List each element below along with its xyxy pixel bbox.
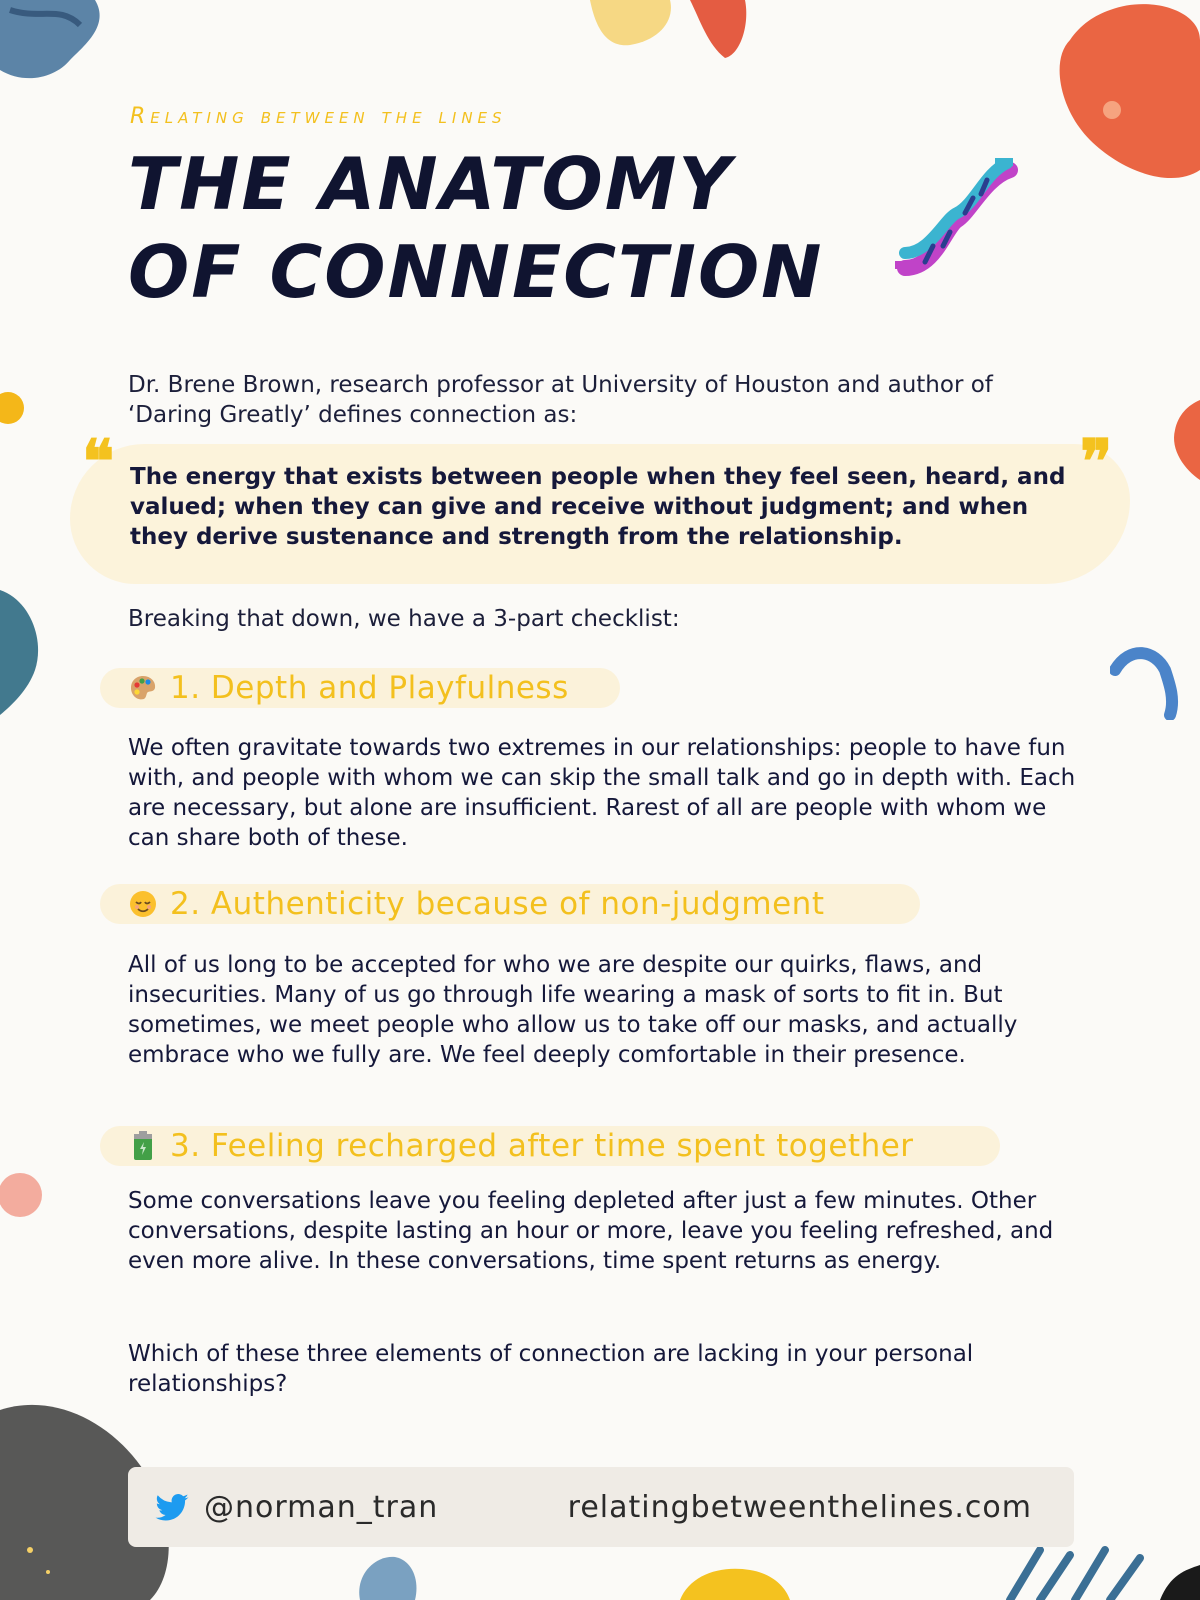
website-link[interactable]: relatingbetweenthelines.com xyxy=(567,1489,1032,1525)
yellow-red-paint-splash-top xyxy=(590,0,760,60)
blue-paint-splash-top-left xyxy=(0,0,120,90)
artist-palette-icon xyxy=(128,673,158,703)
title-line-1: THE ANATOMY xyxy=(128,142,733,226)
section-3-heading xyxy=(100,1122,914,1170)
section-1-body: We often gravitate towards two extremes in our relationships: people to have fun with, and people with whom we can skip the small talk and go in depth with. Each are necessary, but alone are insufficient. Rarest of all are people with whom we can share both of these. xyxy=(128,735,1076,851)
battery-icon xyxy=(128,1131,158,1161)
open-quote-icon: ❝ xyxy=(82,427,115,497)
title-line-2: OF CONNECTION xyxy=(128,230,824,314)
quote-block xyxy=(70,427,1130,590)
section-2-body: All of us long to be accepted for who we are despite our quirks, flaws, and insecurities. Many of us go through life wearing a mask of sorts to fit in. But sometimes, we meet people who allow us to take off our masks, and actually embrace who we fully are. We feel deeply comfortable in their presence. xyxy=(128,952,1018,1068)
blue-brush-strokes-bottom-right xyxy=(1000,1540,1200,1600)
twitter-bird-icon[interactable] xyxy=(154,1489,190,1525)
red-splash-right xyxy=(1160,400,1200,480)
blue-brush-stroke-right xyxy=(1110,640,1190,720)
page-title xyxy=(128,140,823,316)
red-paint-splash-top-right xyxy=(1050,0,1200,200)
intro-paragraph: Dr. Brene Brown, research professor at University of Houston and author of ‘Daring Greatly’ defines connection as: xyxy=(128,372,993,428)
series-label: Relating between the lines xyxy=(130,104,507,129)
closing-question: Which of these three elements of connection are lacking in your personal relationships? xyxy=(128,1341,974,1397)
pink-splash-left xyxy=(0,1160,50,1230)
section-3-body: Some conversations leave you feeling depleted after just a few minutes. Other conversations, despite lasting an hour or more, leave you feeling refreshed, and even more alive. In these conversations, time spent returns as energy. xyxy=(128,1188,1054,1274)
section-3-title: 3. Feeling recharged after time spent together xyxy=(170,1128,914,1164)
relieved-face-icon xyxy=(128,889,158,919)
section-2-title: 2. Authenticity because of non-judgment xyxy=(170,886,825,922)
checklist-intro: Breaking that down, we have a 3-part checklist: xyxy=(128,606,680,632)
dna-icon xyxy=(895,158,1020,288)
footer-bar xyxy=(128,1467,1074,1547)
yellow-splash-bottom xyxy=(680,1565,790,1600)
definition-quote: The energy that exists between people when they feel seen, heard, and valued; when they can give and receive without judgment; and when they derive sustenance and strength from the relationship. xyxy=(130,464,1066,550)
yellow-dot-left xyxy=(0,380,30,440)
teal-paint-splash-left xyxy=(0,590,45,720)
blue-splash-bottom xyxy=(350,1545,420,1600)
section-1-title: 1. Depth and Playfulness xyxy=(170,670,569,706)
section-2-heading xyxy=(100,880,824,928)
section-1-heading xyxy=(100,664,569,712)
twitter-handle-link[interactable]: @norman_tran xyxy=(204,1489,439,1525)
close-quote-icon: ❞ xyxy=(1080,427,1113,497)
